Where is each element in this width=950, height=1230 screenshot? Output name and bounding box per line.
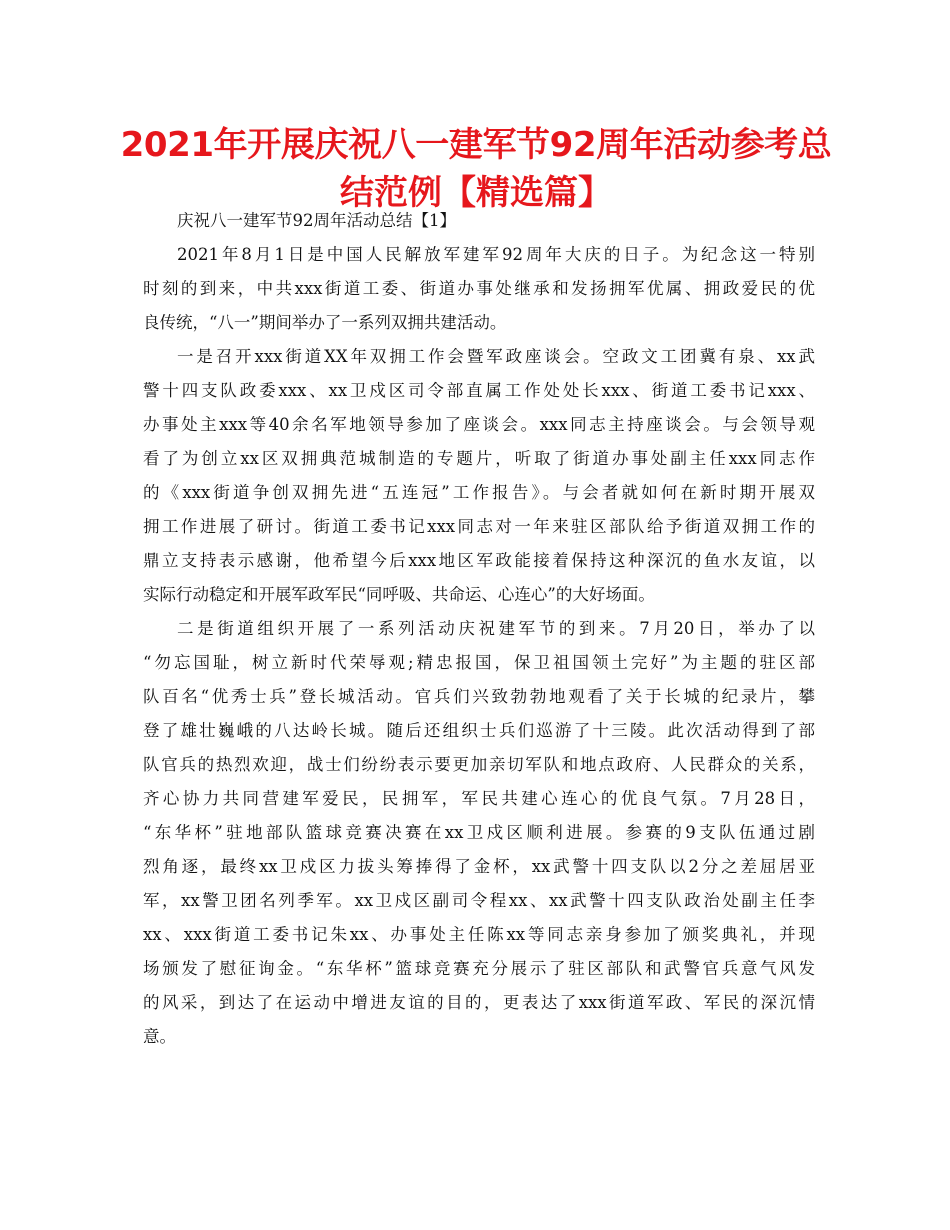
document-title-line-2: 结范例【精选篇】	[340, 173, 612, 213]
text-line: 办事处主xxx等40余名军地领导参加了座谈会。xxx同志主持座谈会。与会领导观	[143, 415, 815, 434]
text-line: 2021年8月1日是中国人民解放军建军92周年大庆的日子。为纪念这一特别	[177, 245, 815, 264]
text-line: 实际行动稳定和开展军政军民“同呼吸、共命运、心连心”的大好场面。	[143, 585, 655, 604]
text-line: 军，xx警卫团名列季军。xx卫戍区副司令程xx、xx武警十四支队政治处副主任李	[143, 891, 815, 910]
text-line: 看了为创立xx区双拥典范城制造的专题片，听取了街道办事处副主任xxx同志作	[143, 449, 815, 468]
text-line: 拥工作进展了研讨。街道工委书记xxx同志对一年来驻区部队给予街道双拥工作的	[143, 517, 815, 536]
text-line: 时刻的到来，中共xxx街道工委、街道办事处继承和发扬拥军优属、拥政爱民的优	[143, 279, 815, 298]
section-heading: 庆祝八一建军节92周年活动总结【1】	[177, 211, 456, 230]
text-line: 队百名“优秀士兵”登长城活动。官兵们兴致勃勃地观看了关于长城的纪录片，攀	[143, 687, 815, 706]
text-line: 一是召开xxx街道XX年双拥工作会暨军政座谈会。空政文工团冀有泉、xx武	[177, 347, 815, 366]
text-line: 队官兵的热烈欢迎，战士们纷纷表示要更加亲切军队和地点政府、人民群众的关系，	[143, 755, 815, 774]
text-line: 意。	[143, 1027, 176, 1046]
document-title-line-1: 2021年开展庆祝八一建军节92周年活动参考总	[120, 125, 832, 165]
text-line: 警十四支队政委xxx、xx卫戍区司令部直属工作处处长xxx、街道工委书记xxx、	[143, 381, 815, 400]
text-line: 登了雄壮巍峨的八达岭长城。随后还组织士兵们巡游了十三陵。此次活动得到了部	[143, 721, 815, 740]
text-line: 的风采，到达了在运动中增进友谊的目的，更表达了xxx街道军政、军民的深沉情	[143, 993, 815, 1012]
text-line: xx、xxx街道工委书记朱xx、办事处主任陈xx等同志亲身参加了颁奖典礼，并现	[143, 925, 815, 944]
text-line: 二是街道组织开展了一系列活动庆祝建军节的到来。7月20日，举办了以	[177, 619, 815, 638]
text-line: 的《xxx街道争创双拥先进“五连冠”工作报告》。与会者就如何在新时期开展双	[143, 483, 815, 502]
text-line: 烈角逐，最终xx卫戍区力拔头筹捧得了金杯，xx武警十四支队以2分之差屈居亚	[143, 857, 815, 876]
text-line: “勿忘国耻，树立新时代荣辱观;精忠报国，保卫祖国领土完好”为主题的驻区部	[143, 653, 815, 672]
text-line: 齐心协力共同营建军爱民，民拥军，军民共建心连心的优良气氛。7月28日，	[143, 789, 815, 808]
text-line: 场颁发了慰征询金。“东华杯”篮球竞赛充分展示了驻区部队和武警官兵意气风发	[143, 959, 815, 978]
text-line: “东华杯”驻地部队篮球竞赛决赛在xx卫戍区顺利进展。参赛的9支队伍通过剧	[143, 823, 815, 842]
text-line: 良传统，“八一”期间举办了一系列双拥共建活动。	[143, 313, 507, 332]
text-line: 鼎立支持表示感谢，他希望今后xxx地区军政能接着保持这种深沉的鱼水友谊，以	[143, 551, 815, 570]
